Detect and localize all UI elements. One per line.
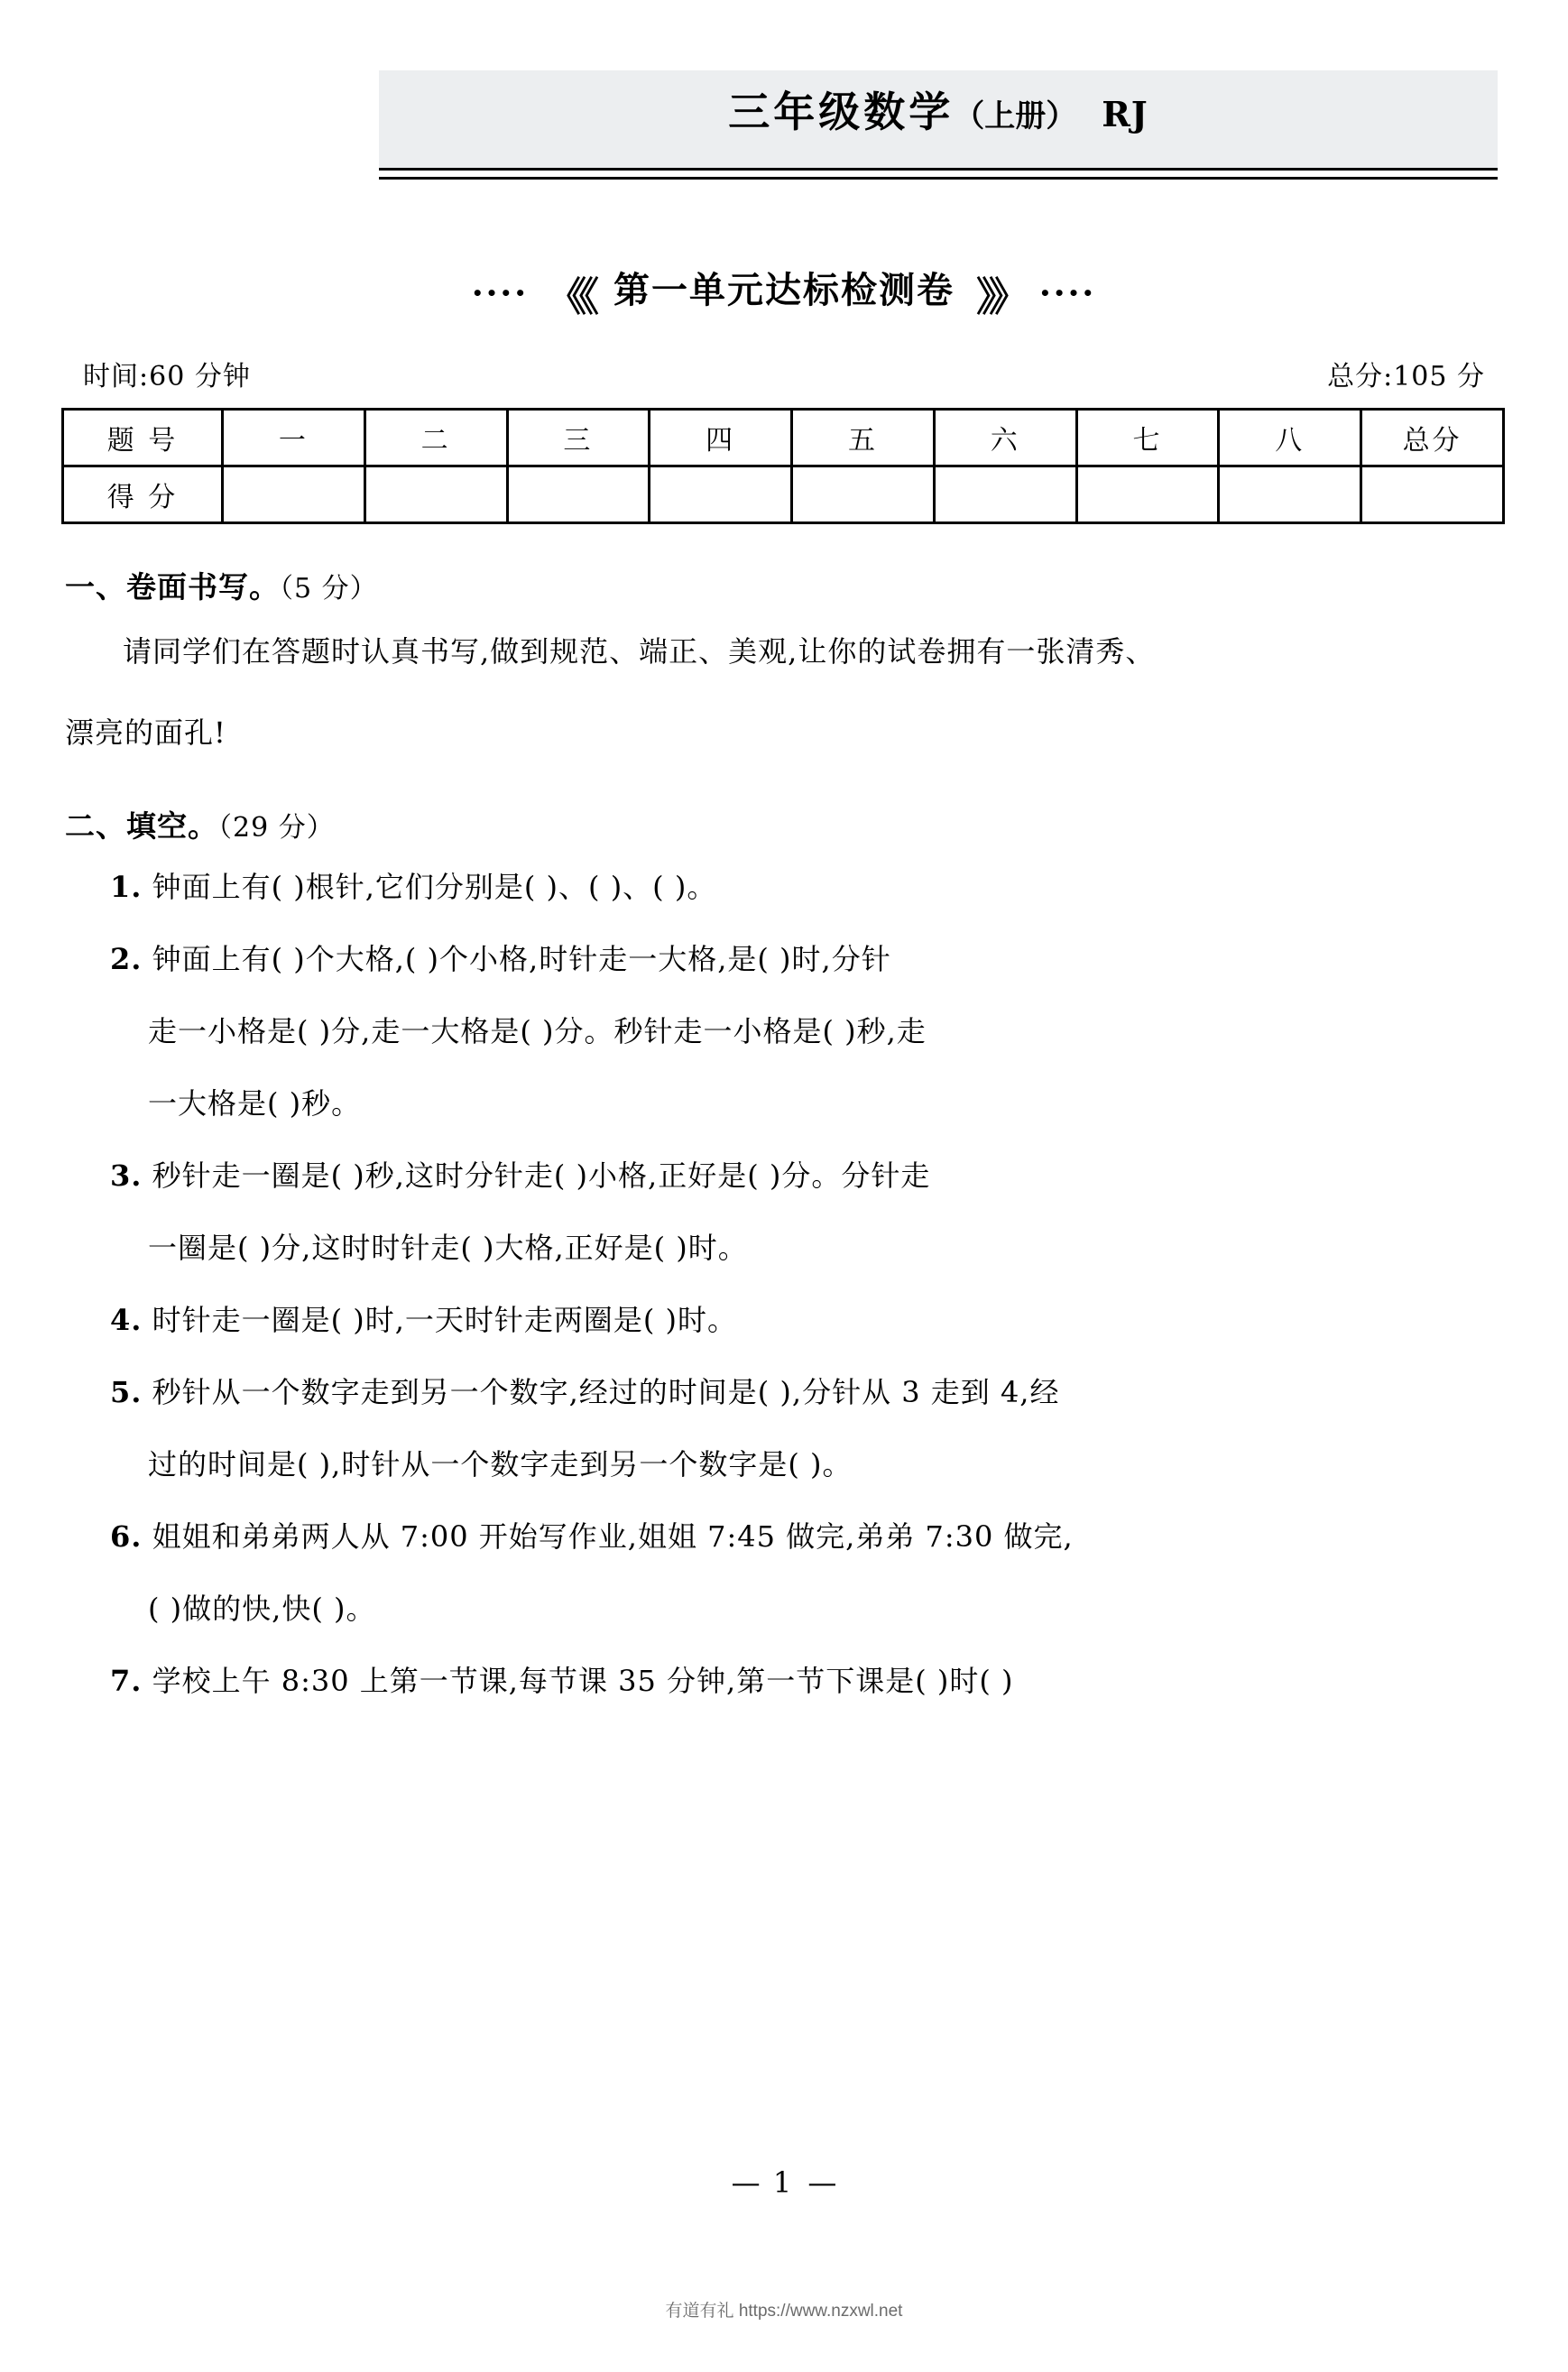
question-3-number: 3. [110,1158,143,1193]
banner-dots-right: •••• [1039,282,1097,304]
banner-title: 第一单元达标检测卷 [613,269,955,311]
question-4-number: 4. [110,1303,143,1337]
section-title-2 [65,803,1508,845]
question-6-line-1: 姐姐和弟弟两人从 7:00 开始写作业,姐姐 7:45 做完,弟弟 7:30 做完, [152,1519,1074,1554]
question-3-line-2: 一圈是( )分,这时时针走( )大格,正好是( )时。 [148,1231,748,1265]
header-edition: RJ [1102,94,1148,134]
question-5-number: 5. [110,1375,143,1409]
footer-dash-left: — [731,2165,761,2200]
header-rule-top [379,168,1498,171]
page-header-title [379,79,1498,139]
score-cell-7[interactable] [1076,466,1219,523]
unit-banner [0,262,1568,322]
banner-wing-right-icon: 》》 [976,274,1021,320]
score-table-col-8: 八 [1219,410,1361,466]
score-cell-2[interactable] [364,466,507,523]
question-7 [110,1645,1508,1717]
section-2-points: （29 分） [218,812,335,844]
score-cell-total[interactable] [1361,466,1504,523]
meta-row [83,354,1485,393]
question-2 [110,923,1508,1140]
banner-dots-left: •••• [471,282,529,304]
score-table-col-1: 一 [223,410,365,466]
question-3 [110,1140,1508,1284]
exam-body [65,564,1508,1717]
score-table [61,408,1505,524]
question-5 [110,1356,1508,1500]
score-table-col-4: 四 [650,410,792,466]
section-1-paragraph-2-text: 漂亮的面孔! [65,715,226,750]
score-cell-4[interactable] [650,466,792,523]
score-table-col-7: 七 [1076,410,1219,466]
question-6 [110,1500,1508,1645]
score-cell-6[interactable] [934,466,1076,523]
score-cell-5[interactable] [792,466,935,523]
exam-duration: 时间:60 分钟 [83,361,251,392]
section-1-label: 一、卷面书写。 [65,569,280,605]
question-1-number: 1. [110,870,143,904]
question-7-line-1: 学校上午 8:30 上第一节课,每节课 35 分钟,第一节下课是( )时( ) [152,1664,1014,1698]
question-3-line-1: 秒针走一圈是( )秒,这时分针走( )小格,正好是( )分。分针走 [152,1158,931,1193]
question-4 [110,1284,1508,1356]
header-rule-bottom [379,177,1498,180]
score-table-col-6: 六 [934,410,1076,466]
score-table-col-2: 二 [364,410,507,466]
question-1-line-1: 钟面上有( )根针,它们分别是( )、( )、( )。 [152,870,717,904]
banner-wing-left-icon: 《《 [547,274,592,320]
score-cell-8[interactable] [1219,466,1361,523]
score-cell-1[interactable] [223,466,365,523]
question-2-line-1: 钟面上有( )个大格,( )个小格,时针走一大格,是( )时,分针 [152,942,891,976]
score-table-label-score: 得 分 [63,466,223,523]
section-2-label: 二、填空。 [65,808,218,844]
section-1-paragraph-1 [65,615,1508,688]
section-title-1 [65,564,1508,606]
header-volume: （上册） [954,98,1077,134]
page-number: 1 [772,2165,796,2200]
section-1-points: （5 分） [280,573,378,605]
question-5-line-1: 秒针从一个数字走到另一个数字,经过的时间是( ),分针从 3 走到 4,经 [152,1375,1060,1409]
score-table-label-number: 题 号 [63,410,223,466]
question-2-line-3: 一大格是( )秒。 [148,1086,362,1121]
section-1-paragraph-2 [65,697,1508,769]
question-2-line-2: 走一小格是( )分,走一大格是( )分。秒针走一小格是( )秒,走 [148,1014,927,1048]
question-2-number: 2. [110,942,143,976]
score-cell-3[interactable] [507,466,650,523]
question-5-line-2: 过的时间是( ),时针从一个数字走到另一个数字是( )。 [148,1447,853,1481]
question-6-line-2: ( )做的快,快( )。 [148,1592,376,1626]
score-table-col-5: 五 [792,410,935,466]
question-4-line-1: 时针走一圈是( )时,一天时针走两圈是( )时。 [152,1303,738,1337]
table-row-scores [63,466,1504,523]
question-7-number: 7. [110,1664,143,1698]
exam-total-score: 总分:105 分 [1327,361,1485,392]
watermark: 有道有礼 https://www.nzxwl.net [665,2302,903,2321]
footer-dash-right: — [807,2165,837,2200]
header-grade-subject: 三年级数学 [728,88,955,136]
score-table-col-3: 三 [507,410,650,466]
question-6-number: 6. [110,1519,143,1554]
page-footer [0,2165,1568,2200]
table-row-header [63,410,1504,466]
score-table-col-total: 总分 [1361,410,1504,466]
section-1-paragraph-1-text: 请同学们在答题时认真书写,做到规范、端正、美观,让你的试卷拥有一张清秀、 [123,634,1156,669]
question-1 [110,851,1508,923]
